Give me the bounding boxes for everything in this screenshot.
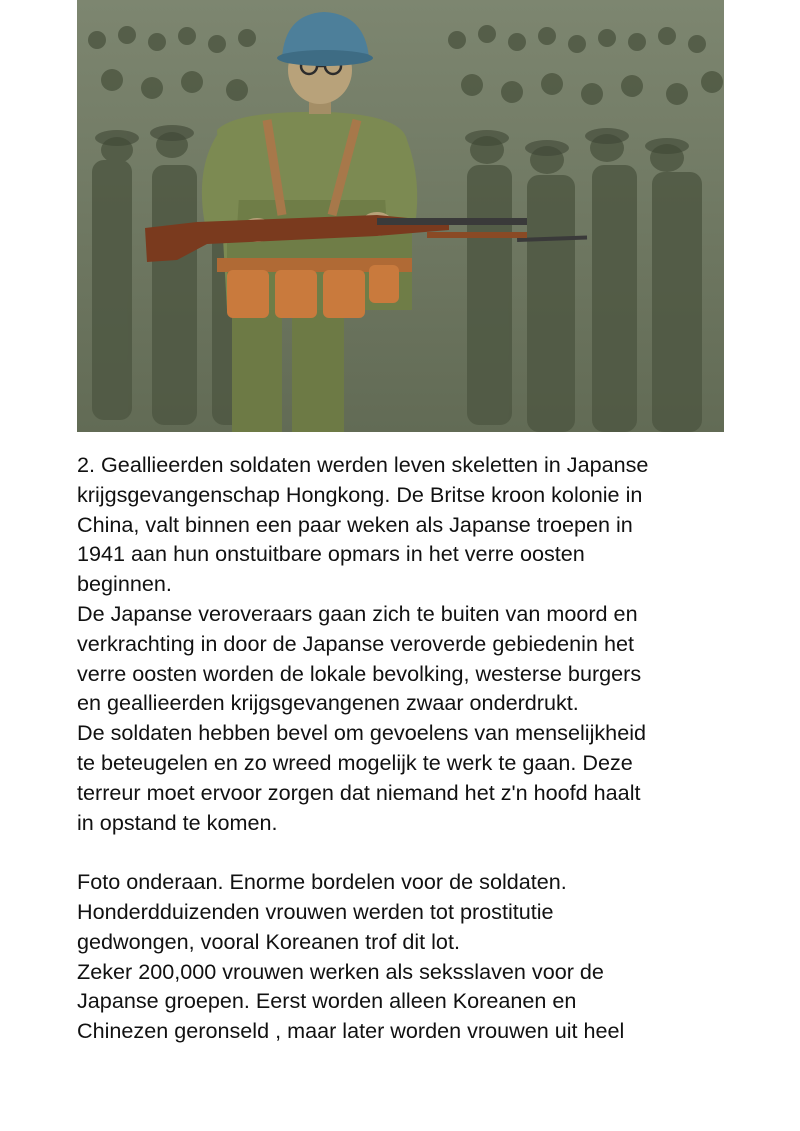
article-text bbox=[77, 450, 737, 1046]
paragraph-2: De Japanse veroveraars gaan zich te buiten van moord en verkrachting in door de Japanse veroverde gebiedenin het verre oosten worden de lokale bevolking, westerse burgers en geallieerden krijgsgevangenen zwaar onderdrukt. bbox=[77, 600, 642, 716]
paragraph-4: Foto onderaan. Enorme bordelen voor de soldaten. Honderdduizenden vrouwen werden tot prostitutie gedwongen, vooral Koreanen trof dit lot. bbox=[77, 869, 567, 954]
soldier-photo-illustration bbox=[77, 0, 724, 432]
paragraph-3: De soldaten hebben bevel om gevoelens van menselijkheid te beteugelen en zo wreed mogelijk te werk te gaan. Deze terreur moet ervoor zorgen dat niemand het z'n hoofd haalt in opstand te komen. bbox=[77, 720, 647, 835]
historical-photo bbox=[77, 0, 724, 432]
paragraph-1: 2. Geallieerden soldaten werden leven skeletten in Japanse krijgsgevangenschap Hongkong. De Britse kroon kolonie in China, valt binnen een paar weken als Japanse troepen in 1941 aan hun onstuitbare opmars in het verre oosten beginnen. bbox=[77, 452, 649, 597]
paragraph-5: Zeker 200,000 vrouwen werken als seksslaven voor de Japanse groepen. Eerst worden alleen Koreanen en Chinezen geronseld , maar later worden vrouwen uit heel bbox=[77, 958, 625, 1044]
paragraph-gap bbox=[77, 837, 737, 867]
